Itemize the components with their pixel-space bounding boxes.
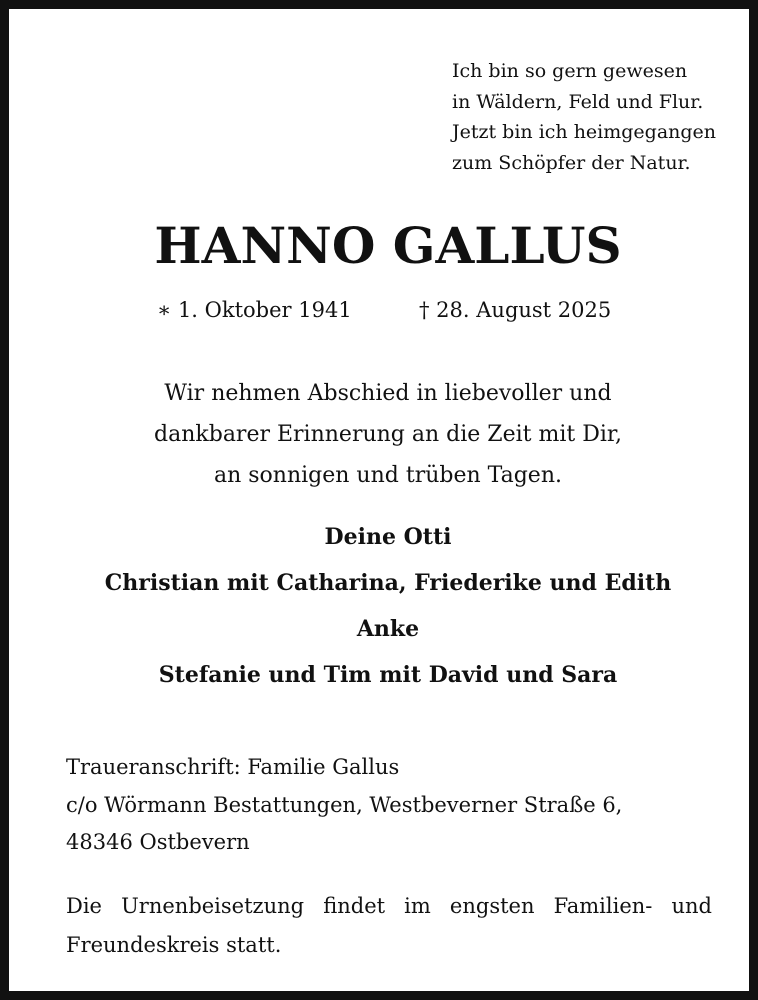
mourner-line: Deine Otti <box>324 524 452 550</box>
deceased-name: HANNO GALLUS <box>154 216 622 275</box>
death-date: † 28. August 2025 <box>419 298 612 322</box>
burial-notice <box>66 887 712 965</box>
burial-notice-line: Die Urnenbeisetzung findet im engsten Familien- und <box>66 894 712 918</box>
mourners-list <box>9 514 758 698</box>
address-line: c/o Wörmann Bestattungen, Westbeverner Straße 6, <box>66 792 623 817</box>
birth-date: ∗ 1. Oktober 1941 <box>157 298 352 322</box>
address-line: Traueranschrift: Familie Gallus <box>66 755 400 779</box>
poem-line: Jetzt bin ich heimgegangen <box>452 121 717 143</box>
mourner-line: Anke <box>356 616 420 642</box>
farewell-line: an sonnigen und trüben Tagen. <box>213 463 562 488</box>
address-line: 48346 Ostbevern <box>66 830 250 854</box>
farewell-text <box>9 373 758 496</box>
mourner-line: Christian mit Catharina, Friederike und Edith <box>104 570 672 596</box>
poem-line: in Wäldern, Feld und Flur. <box>452 90 704 113</box>
poem-line: Ich bin so gern gewesen <box>452 60 688 82</box>
farewell-line: dankbarer Erinnerung an die Zeit mit Dir, <box>154 422 622 447</box>
burial-notice-line: Freundeskreis statt. <box>66 933 282 957</box>
mourner-line: Stefanie und Tim mit David und Sara <box>158 662 618 688</box>
poem-line: zum Schöpfer der Natur. <box>452 151 691 174</box>
mourning-address <box>66 749 726 862</box>
farewell-line: Wir nehmen Abschied in liebevoller und <box>164 381 612 406</box>
poem <box>452 56 752 178</box>
